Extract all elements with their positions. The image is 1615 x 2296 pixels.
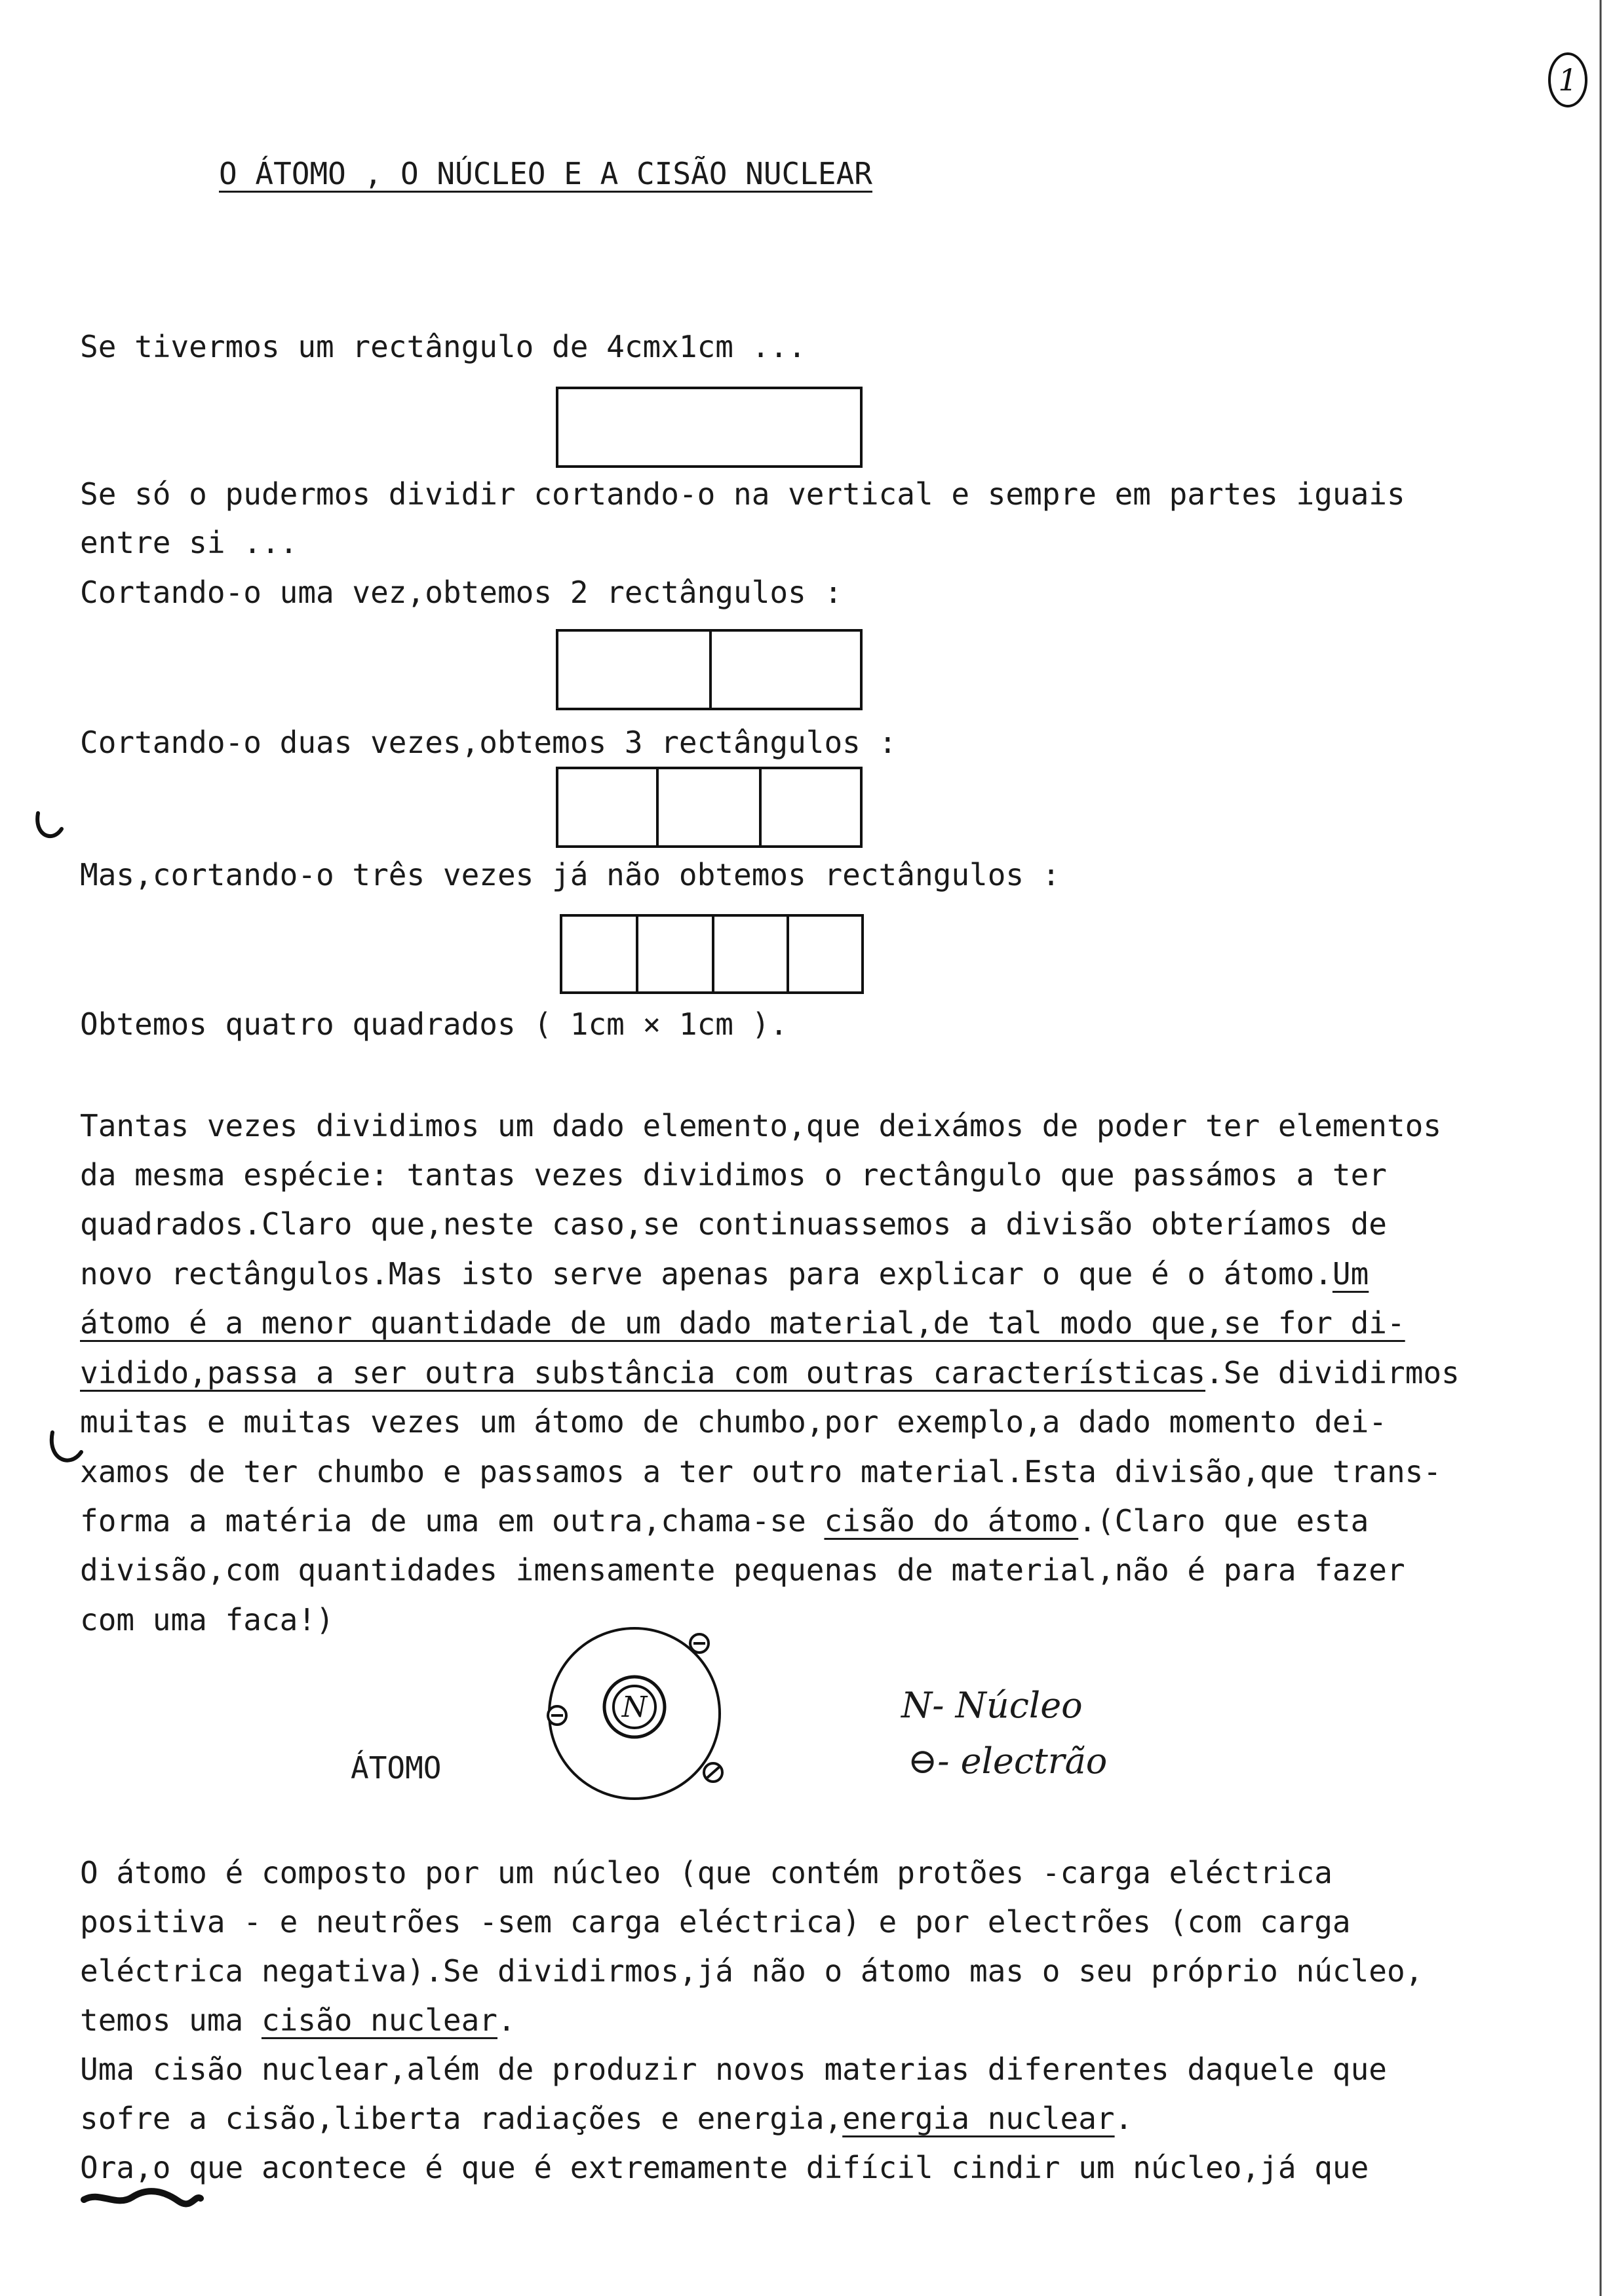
text-line: com uma faca!) bbox=[80, 1602, 334, 1637]
svg-text:1: 1 bbox=[1558, 62, 1578, 98]
text-line: vidido,passa a ser outra substância com outras características.Se dividirmos bbox=[80, 1355, 1460, 1390]
text-line: quadrados.Claro que,neste caso,se continuassemos a divisão obteríamos de bbox=[80, 1206, 1387, 1242]
atom-label: ÁTOMO bbox=[351, 1750, 442, 1786]
text-line: divisão,com quantidades imensamente pequenas de material,não é para fazer bbox=[80, 1552, 1405, 1588]
rectangle-three-parts bbox=[556, 767, 864, 851]
text-line: temos uma cisão nuclear. bbox=[80, 2002, 516, 2038]
text-line: novo rectângulos.Mas isto serve apenas para explicar o que é o átomo.Um bbox=[80, 1256, 1369, 1292]
text-line: da mesma espécie: tantas vezes dividimos o rectângulo que passámos a ter bbox=[80, 1157, 1387, 1193]
text-line: Se tivermos um rectângulo de 4cmx1cm ... bbox=[80, 329, 806, 364]
legend-nucleus: N- Núcleo bbox=[901, 1685, 1083, 1726]
margin-bracket-mark bbox=[46, 1428, 85, 1474]
electron-icon bbox=[704, 1763, 722, 1782]
text-line: muitas e muitas vezes um átomo de chumbo,por exemplo,a dado momento dei- bbox=[80, 1404, 1387, 1440]
text-line: Se só o pudermos dividir cortando-o na vertical e sempre em partes iguais bbox=[80, 476, 1405, 512]
rectangle-whole bbox=[556, 387, 864, 472]
rectangle-two-parts bbox=[556, 629, 864, 714]
electron-icon bbox=[548, 1706, 566, 1725]
text-line: sofre a cisão,liberta radiações e energia,energia nuclear. bbox=[80, 2101, 1133, 2136]
text-line: Cortando-o duas vezes,obtemos 3 rectângulos : bbox=[80, 725, 897, 760]
legend-electron: ⊖- electrão bbox=[908, 1740, 1108, 1782]
text-line: Mas,cortando-o três vezes já não obtemos rectângulos : bbox=[80, 857, 1060, 892]
nucleus-letter: N bbox=[621, 1691, 648, 1724]
atom-diagram bbox=[537, 1618, 747, 1815]
page-edge-line bbox=[1586, 0, 1606, 2296]
electron-icon bbox=[690, 1634, 709, 1653]
text-line: Obtemos quatro quadrados ( 1cm × 1cm ). bbox=[80, 1006, 788, 1042]
text-line: Tantas vezes dividimos um dado elemento,que deixámos de poder ter elementos bbox=[80, 1108, 1442, 1143]
page-title: O ÁTOMO , O NÚCLEO E A CISÃO NUCLEAR bbox=[219, 156, 872, 191]
margin-bracket-mark bbox=[33, 809, 66, 849]
text-line: Cortando-o uma vez,obtemos 2 rectângulos : bbox=[80, 575, 843, 610]
text-line: forma a matéria de uma em outra,chama-se cisão do átomo.(Claro que esta bbox=[80, 1503, 1369, 1539]
text-line: entre si ... bbox=[80, 525, 298, 560]
text-line-underlined: átomo é a menor quantidade de um dado material,de tal modo que,se for di- bbox=[80, 1305, 1405, 1341]
text-line: Ora,o que acontece é que é extremamente difícil cindir um núcleo,já que bbox=[80, 2150, 1369, 2185]
crossed-out-scribble bbox=[80, 2185, 204, 2211]
text-line: eléctrica negativa).Se dividirmos,já não o átomo mas o seu próprio núcleo, bbox=[80, 1953, 1424, 1989]
text-line: O átomo é composto por um núcleo (que contém protões -carga eléctrica bbox=[80, 1855, 1333, 1890]
text-line: xamos de ter chumbo e passamos a ter outro material.Esta divisão,que trans- bbox=[80, 1454, 1442, 1489]
text-line: positiva - e neutrões -sem carga eléctrica) e por electrões (com carga bbox=[80, 1904, 1351, 1940]
four-squares bbox=[560, 914, 868, 999]
text-line: Uma cisão nuclear,além de produzir novos materias diferentes daquele que bbox=[80, 2052, 1387, 2087]
